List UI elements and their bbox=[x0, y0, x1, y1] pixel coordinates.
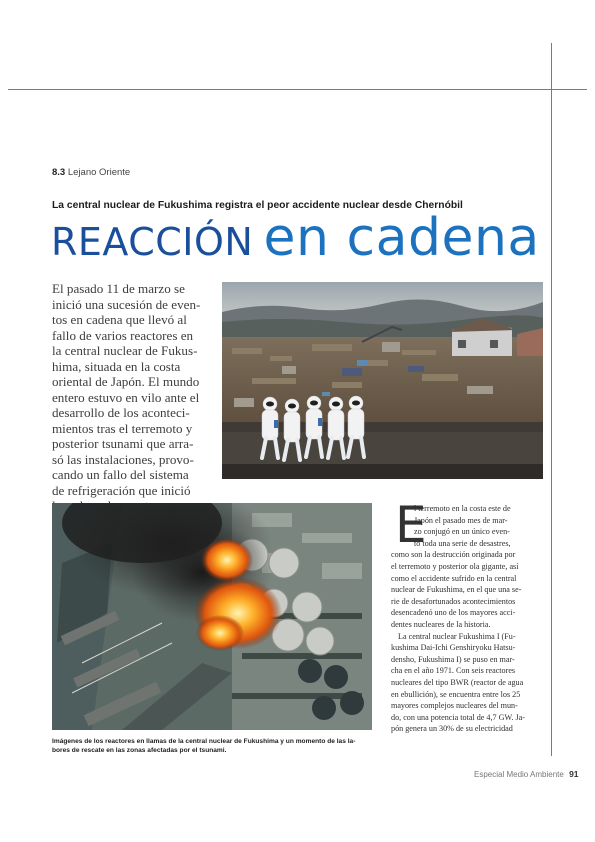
lead-line: tos en cadena que llevó al bbox=[52, 312, 187, 327]
section-number: 8.3 bbox=[52, 167, 66, 178]
article-title bbox=[51, 208, 540, 268]
title-caps: REACCIÓN bbox=[51, 220, 254, 264]
lead-line: mientos tras el terremoto y bbox=[52, 420, 193, 436]
right-rule bbox=[551, 43, 552, 756]
body-line: como son la destrucción originada por bbox=[391, 550, 516, 560]
body-line: l terremoto en la costa este de bbox=[414, 504, 511, 513]
body-line: to toda una serie de desastres, bbox=[414, 538, 511, 548]
body-line: en ebullición), se encuentra entre los 25 bbox=[391, 689, 521, 699]
lead-line: cando un fallo del sistema bbox=[52, 467, 189, 482]
lead-line: inició una sucesión de even- bbox=[52, 296, 201, 312]
page-footer bbox=[474, 769, 579, 779]
body-line: Japón el pasado mes de mar- bbox=[414, 515, 508, 525]
burning-reactors-photo bbox=[52, 503, 372, 730]
lead-line: desarrollo de los aconteci- bbox=[52, 405, 190, 420]
photo-caption bbox=[52, 737, 372, 755]
body-line: pón genera un 30% de su electricidad bbox=[391, 724, 513, 734]
section-name: Lejano Oriente bbox=[67, 167, 131, 178]
body-line: nuclear de Fukushima, en el que una se- bbox=[391, 585, 522, 595]
lead-line: El pasado 11 de marzo se bbox=[52, 281, 185, 296]
page-number: 91 bbox=[569, 769, 579, 779]
body-line: el terremoto y posterior ola gigante, así bbox=[391, 561, 519, 571]
body-line: mayores complejos nucleares del mun- bbox=[391, 701, 518, 711]
body-line: densho, Fukushima I) se puso en mar- bbox=[391, 654, 515, 664]
caption-line: Imágenes de los reactores en llamas de la central nuclear de Fukushima y un momento de las la- bbox=[52, 738, 356, 745]
rescue-workers-photo bbox=[222, 282, 543, 479]
body-line: como el accidente sufrido en la central bbox=[391, 573, 517, 583]
section-label bbox=[52, 167, 130, 178]
title-main: en cadena bbox=[263, 208, 540, 268]
lead-line: oriental de Japón. El mundo bbox=[52, 374, 200, 389]
lead-line: de refrigeración que inició bbox=[52, 482, 191, 498]
lead-paragraph bbox=[52, 281, 202, 514]
body-line: nucleares del tipo BWR (reactor de agua bbox=[391, 677, 524, 687]
article-kicker: La central nuclear de Fukushima registra el peor accidente nuclear desde Chernóbil bbox=[52, 200, 463, 211]
lead-line: la central nuclear de Fukus- bbox=[52, 343, 198, 358]
publication-name: Especial Medio Ambiente bbox=[474, 770, 564, 779]
body-line: desencadenó uno de los mayores acci- bbox=[391, 608, 516, 618]
drop-cap: E bbox=[395, 496, 427, 554]
lead-line: posterior tsunami que arra- bbox=[52, 436, 194, 451]
body-text bbox=[391, 503, 544, 735]
body-line: zo conjugó en un único even- bbox=[414, 527, 510, 537]
body-line: La central nuclear Fukushima I (Fu- bbox=[398, 631, 516, 641]
lead-line: só las instalaciones, provo- bbox=[52, 451, 194, 467]
lead-line: entero estuvo en vilo ante el bbox=[52, 389, 200, 405]
body-line: do, con una potencia total de 4,7 GW. Ja- bbox=[391, 712, 525, 722]
lead-line: fallo de varios reactores en bbox=[52, 327, 194, 343]
body-line: dentes nucleares de la historia. bbox=[391, 619, 491, 629]
body-line: cha en el año 1971. Con seis reactores bbox=[391, 666, 516, 676]
top-rule bbox=[8, 89, 587, 90]
caption-line: bores de rescate en las zonas afectadas por el tsunami. bbox=[52, 747, 227, 754]
lead-line: hima, situada en la costa bbox=[52, 358, 181, 374]
body-line: kushima Dai-Ichi Genshiryoku Hatsu- bbox=[391, 643, 516, 653]
body-line: rie de desafortunados acontecimientos bbox=[391, 596, 516, 606]
